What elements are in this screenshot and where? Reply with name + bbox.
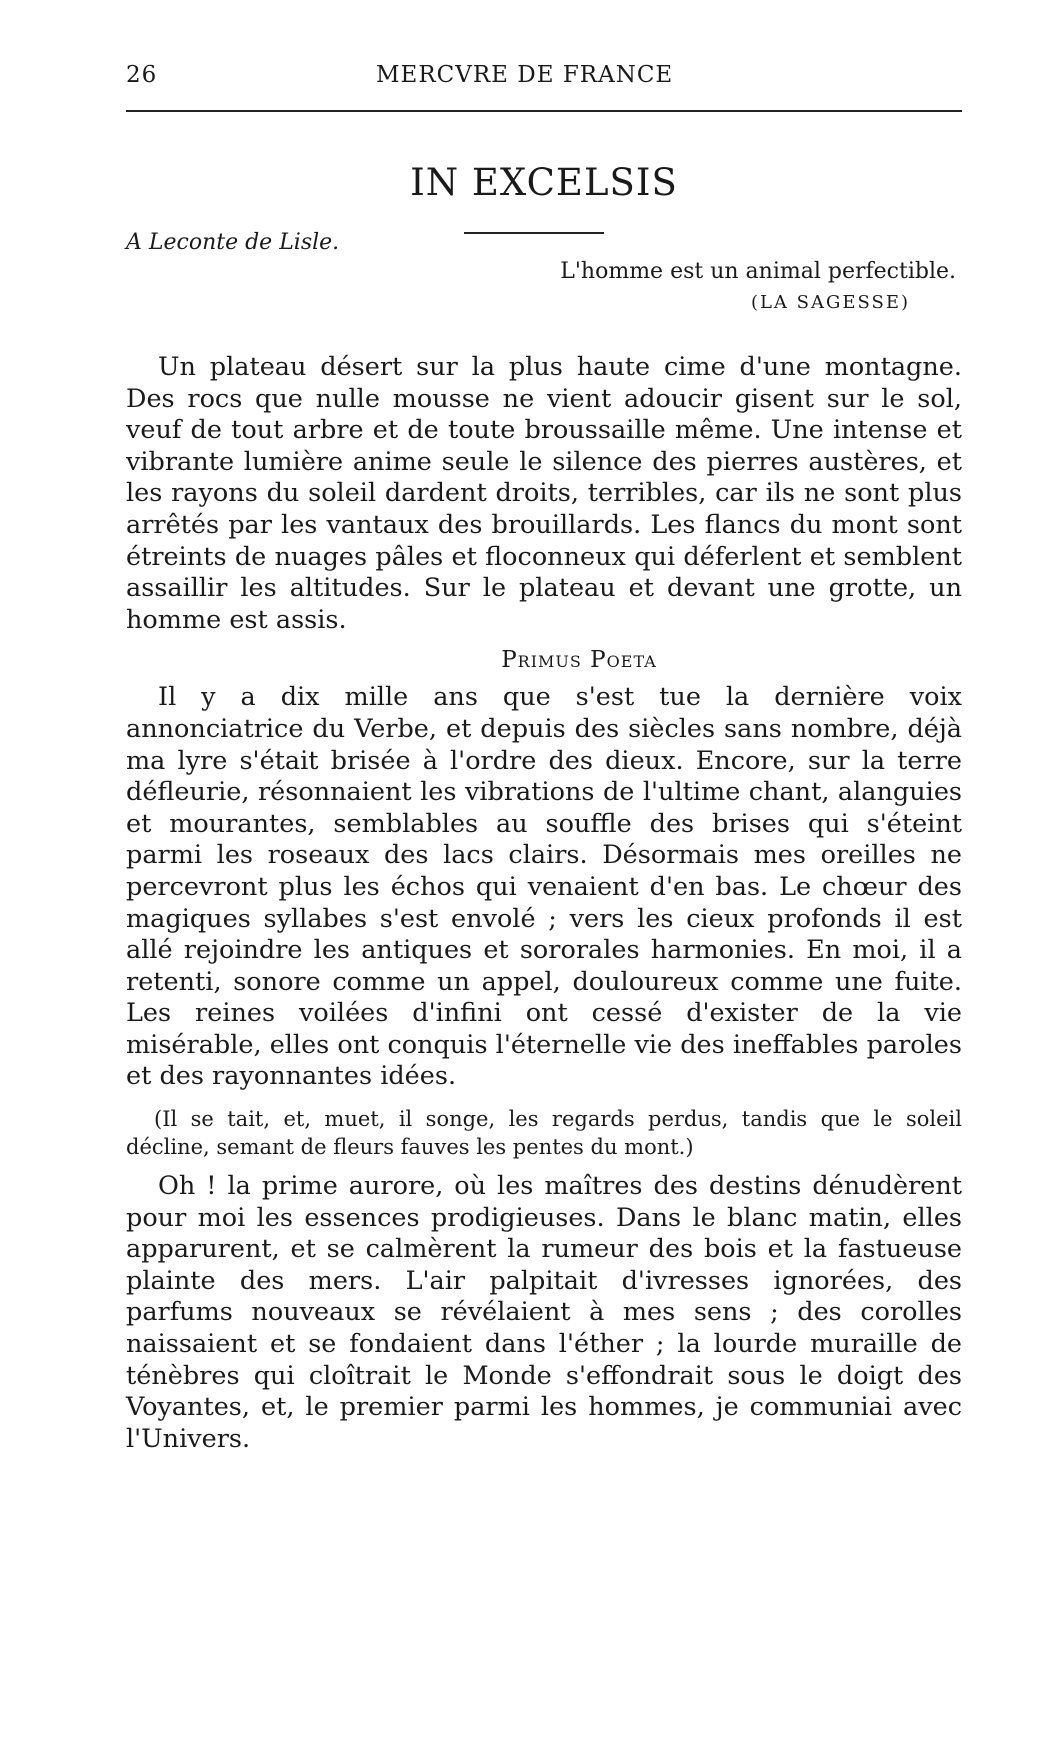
epigraph-source: (LA SAGESSE) bbox=[750, 292, 910, 313]
page-number: 26 bbox=[126, 62, 158, 88]
stage-direction: (Il se tait, et, muet, il songe, les regards perdus, tandis que le soleil décline, semant de fleurs fauves les pentes du mont.) bbox=[126, 1107, 962, 1160]
header-rule bbox=[126, 110, 962, 112]
dedication: A Leconte de Lisle. bbox=[126, 230, 340, 255]
paragraph-3: Oh ! la prime aurore, où les maîtres des destins dénudèrent pour moi les essences prodigieuses. Dans le blanc matin, elles apparurent, et se calmèrent la rumeur des bois et la fastueuse plainte des mers. L'air palpitait d'ivresses ignorées, des parfums nouveaux se révélaient à mes sens ; des corolles naissaient et se fondaient dans l'éther ; la lourde muraille de ténèbres qui cloîtrait le Monde s'effondrait sous le doigt des Voyantes, et, le premier parmi les hommes, je communiai avec l'Univers. bbox=[126, 1171, 962, 1454]
journal-title: MERCVRE DE FRANCE bbox=[376, 62, 674, 88]
paragraph-1: Un plateau désert sur la plus haute cime d'une montagne. Des rocs que nulle mousse ne vient adoucir gisent sur le sol, veuf de tout arbre et de toute broussaille même. Une intense et vibrante lumière anime seule le silence des pierres austères, et les rayons du soleil dardent droits, terribles, car ils ne sont plus arrêtés par les vantaux des brouillards. Les flancs du mont sont étreints de nuages pâles et floconneux qui déferlent et semblent assaillir les altitudes. Sur le plateau et devant une grotte, un homme est assis. bbox=[126, 352, 962, 635]
article-title: IN EXCELSIS bbox=[410, 161, 678, 204]
epigraph: L'homme est un animal perfectible. bbox=[560, 259, 956, 284]
paragraph-2: Il y a dix mille ans que s'est tue la dernière voix annonciatrice du Verbe, et depuis des siècles sans nombre, déjà ma lyre s'était brisée à l'ordre des dieux. Encore, sur la terre défleurie, résonnaient les vibrations de l'ultime chant, alanguies et mourantes, semblables au souffle des brises qui s'éteint parmi les roseaux des lacs clairs. Désormais mes oreilles ne percevront plus les échos qui venaient d'en bas. Le chœur des magiques syllabes s'est envolé ; vers les cieux profonds il est allé rejoindre les antiques et sororales harmonies. En moi, il a retenti, sonore comme un appel, douloureux comme une fuite. Les reines voilées d'infini ont cessé d'exister de la vie misérable, elles ont conquis l'éternelle vie des ineffables paroles et des rayonnantes idées. bbox=[126, 682, 962, 1092]
speaker-name: Primus Poeta bbox=[501, 647, 657, 674]
running-head bbox=[126, 62, 962, 106]
page bbox=[126, 62, 962, 1455]
